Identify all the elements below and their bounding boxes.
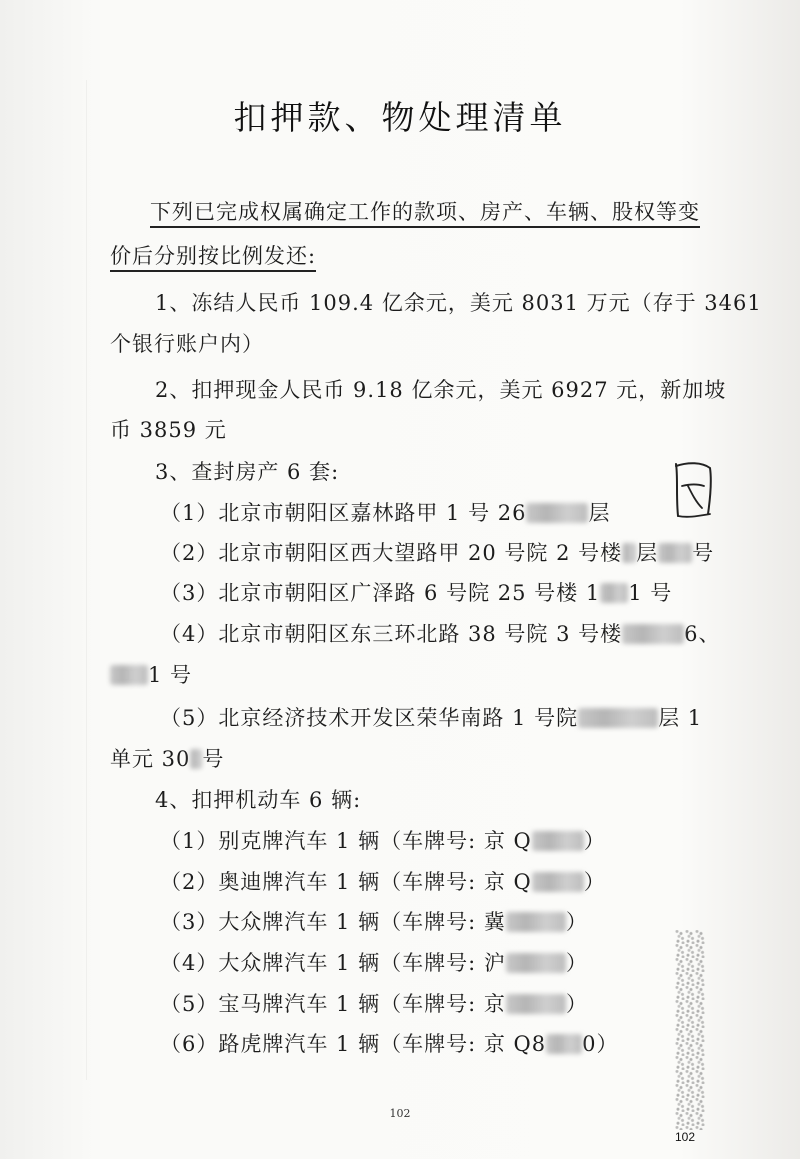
handwritten-mark-icon	[668, 456, 718, 526]
redaction-blur	[532, 872, 584, 892]
redaction-blur	[578, 708, 658, 728]
property-5-line-2	[110, 743, 224, 773]
property-3	[160, 577, 672, 607]
intro-line-1	[150, 196, 700, 226]
property-2-mid: 层	[636, 541, 659, 565]
scan-fold-line	[86, 80, 87, 1080]
page-number-center: 102	[389, 1107, 411, 1120]
property-5-text: （5）北京经济技术开发区荣华南路 1 号院	[160, 706, 579, 730]
item-vehicles-heading: 4、扣押机动车 6 辆:	[155, 788, 362, 812]
vehicle-5	[160, 988, 588, 1018]
property-1	[160, 497, 610, 527]
vehicle-6-tail: 0）	[582, 1032, 619, 1056]
property-1-text: （1）北京市朝阳区嘉林路甲 1 号 26	[160, 501, 527, 525]
property-2-text: （2）北京市朝阳区西大望路甲 20 号院 2 号楼	[160, 541, 623, 565]
property-5-line-2-tail: 号	[202, 747, 225, 771]
property-5-line-2-text: 单元 30	[110, 747, 191, 771]
property-1-tail: 层	[588, 501, 611, 525]
property-2	[160, 537, 714, 567]
vehicle-4-tail: ）	[565, 951, 588, 975]
redaction-blur	[110, 665, 148, 685]
intro-line-2	[110, 240, 316, 270]
property-4-line-2	[110, 659, 192, 689]
property-3-tail: 1 号	[628, 581, 673, 605]
vehicle-6	[160, 1028, 618, 1058]
vehicle-3-text: （3）大众牌汽车 1 辆（车牌号: 冀	[160, 910, 506, 934]
property-2-tail: 号	[692, 541, 715, 565]
redaction-blur	[546, 1034, 582, 1054]
redaction-blur	[506, 994, 566, 1014]
document-title: 扣押款、物处理清单	[233, 98, 567, 137]
redaction-blur	[658, 543, 692, 563]
redaction-blur	[506, 912, 566, 932]
property-5	[160, 702, 702, 732]
vehicle-2-tail: ）	[583, 870, 606, 894]
page-number-corner: 102	[675, 1130, 696, 1144]
vehicle-5-tail: ）	[565, 992, 588, 1016]
property-4-text: （4）北京市朝阳区东三环北路 38 号院 3 号楼	[160, 622, 623, 646]
redaction-blur	[622, 624, 684, 644]
scan-edge-speckle	[675, 930, 705, 1130]
vehicle-5-text: （5）宝马牌汽车 1 辆（车牌号: 京	[160, 992, 506, 1016]
item-frozen-line-1: 1、冻结人民币 109.4 亿余元，美元 8031 万元（存于 3461	[155, 291, 762, 315]
vehicle-4	[160, 947, 588, 977]
redaction-blur	[622, 543, 636, 563]
redaction-blur	[526, 503, 588, 523]
vehicle-6-text: （6）路虎牌汽车 1 辆（车牌号: 京 Q8	[160, 1032, 547, 1056]
property-5-mid: 层 1	[658, 706, 703, 730]
item-cash-line-1: 2、扣押现金人民币 9.18 亿余元，美元 6927 元，新加坡	[155, 378, 727, 402]
intro-underlined-text: 下列已完成权属确定工作的款项、房产、车辆、股权等变	[150, 200, 700, 228]
vehicle-3-tail: ）	[565, 910, 588, 934]
property-3-text: （3）北京市朝阳区广泽路 6 号院 25 号楼 1	[160, 581, 601, 605]
vehicle-1-tail: ）	[583, 829, 606, 853]
property-4-mid: 6、	[684, 622, 721, 646]
item-cash-line-2: 币 3859 元	[110, 418, 227, 442]
item-frozen-line-2: 个银行账户内）	[110, 332, 264, 356]
item-property-heading: 3、查封房产 6 套:	[155, 460, 340, 484]
vehicle-2-text: （2）奥迪牌汽车 1 辆（车牌号: 京 Q	[160, 870, 532, 894]
redaction-blur	[506, 953, 566, 973]
property-4-line-2-text: 1 号	[148, 663, 193, 687]
vehicle-4-text: （4）大众牌汽车 1 辆（车牌号: 沪	[160, 951, 506, 975]
redaction-blur	[190, 749, 202, 769]
property-4	[160, 618, 721, 648]
intro-underlined-text-2: 价后分别按比例发还:	[110, 244, 316, 272]
redaction-blur	[532, 831, 584, 851]
redaction-blur	[600, 583, 628, 603]
vehicle-1	[160, 825, 606, 855]
vehicle-2	[160, 866, 606, 896]
vehicle-3	[160, 906, 588, 936]
vehicle-1-text: （1）别克牌汽车 1 辆（车牌号: 京 Q	[160, 829, 532, 853]
